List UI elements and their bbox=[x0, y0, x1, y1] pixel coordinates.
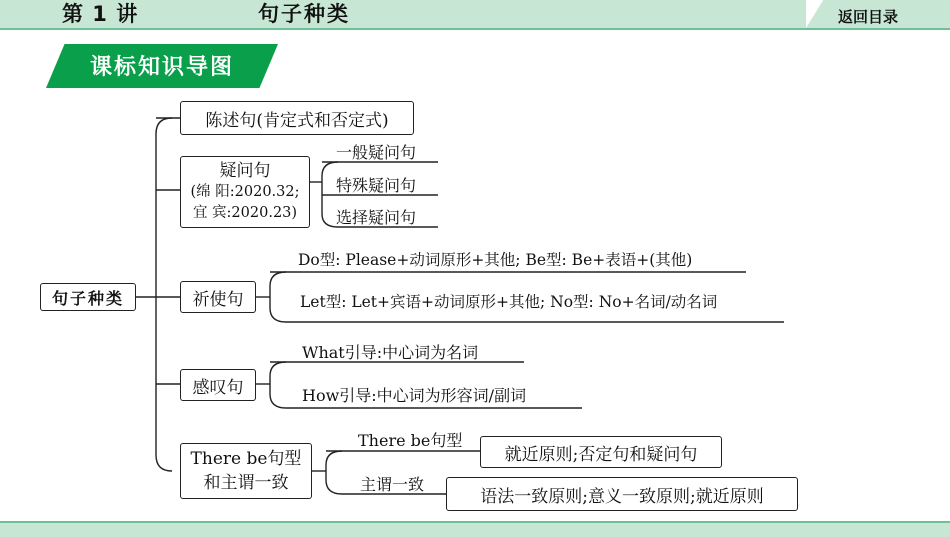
there-be-label-line1: There be句型 bbox=[190, 449, 302, 469]
connector-there-be-bracket bbox=[326, 451, 342, 494]
connector-exclamatory-bracket bbox=[270, 362, 286, 408]
back-to-contents-link[interactable]: 返回目录 bbox=[838, 8, 899, 26]
general-question-label: 一般疑问句 bbox=[336, 143, 417, 162]
there-be-branch-label: There be句型 bbox=[358, 431, 463, 450]
imperative-label: 祈使句 bbox=[192, 289, 244, 310]
there-be-label-line2: 和主谓一致 bbox=[203, 473, 289, 493]
lesson-number: 第 1 讲 bbox=[62, 2, 139, 26]
exclamatory-label: 感叹句 bbox=[192, 377, 244, 398]
choice-question-label: 选择疑问句 bbox=[336, 208, 417, 227]
exclamatory-node bbox=[180, 369, 256, 401]
section-title: 课标知识导图 bbox=[90, 55, 235, 80]
interrogative-note-line1: (绵 阳:2020.32; bbox=[190, 183, 300, 200]
there-be-rules-box bbox=[480, 436, 722, 468]
interrogative-node bbox=[180, 156, 310, 228]
connector-spine bbox=[156, 118, 172, 471]
let-type-label: Let型: Let+宾语+动词原形+其他; No型: No+名词/动名词 bbox=[300, 293, 718, 311]
agreement-branch-label: 主谓一致 bbox=[360, 475, 425, 494]
how-clause-label: How引导:中心词为形容词/副词 bbox=[302, 386, 527, 405]
declarative-node bbox=[180, 101, 414, 135]
there-be-node bbox=[180, 443, 312, 499]
root-node bbox=[40, 283, 136, 311]
what-clause-label: What引导:中心词为名词 bbox=[302, 343, 479, 362]
there-be-rules-text: 就近原则;否定句和疑问句 bbox=[504, 444, 698, 465]
lesson-title: 句子种类 bbox=[258, 2, 350, 26]
root-label: 句子种类 bbox=[51, 288, 124, 308]
imperative-node bbox=[180, 281, 256, 313]
do-type-label: Do型: Please+动词原形+其他; Be型: Be+表语+(其他) bbox=[298, 251, 693, 269]
connector-imperative-bracket bbox=[270, 272, 286, 322]
interrogative-label: 疑问句 bbox=[219, 160, 271, 181]
declarative-label: 陈述句(肯定式和否定式) bbox=[205, 110, 389, 131]
agreement-rules-text: 语法一致原则;意义一致原则;就近原则 bbox=[480, 486, 764, 507]
special-question-label: 特殊疑问句 bbox=[336, 176, 417, 195]
agreement-rules-box bbox=[446, 477, 798, 511]
interrogative-note-line2: 宜 宾:2020.23) bbox=[192, 204, 298, 221]
